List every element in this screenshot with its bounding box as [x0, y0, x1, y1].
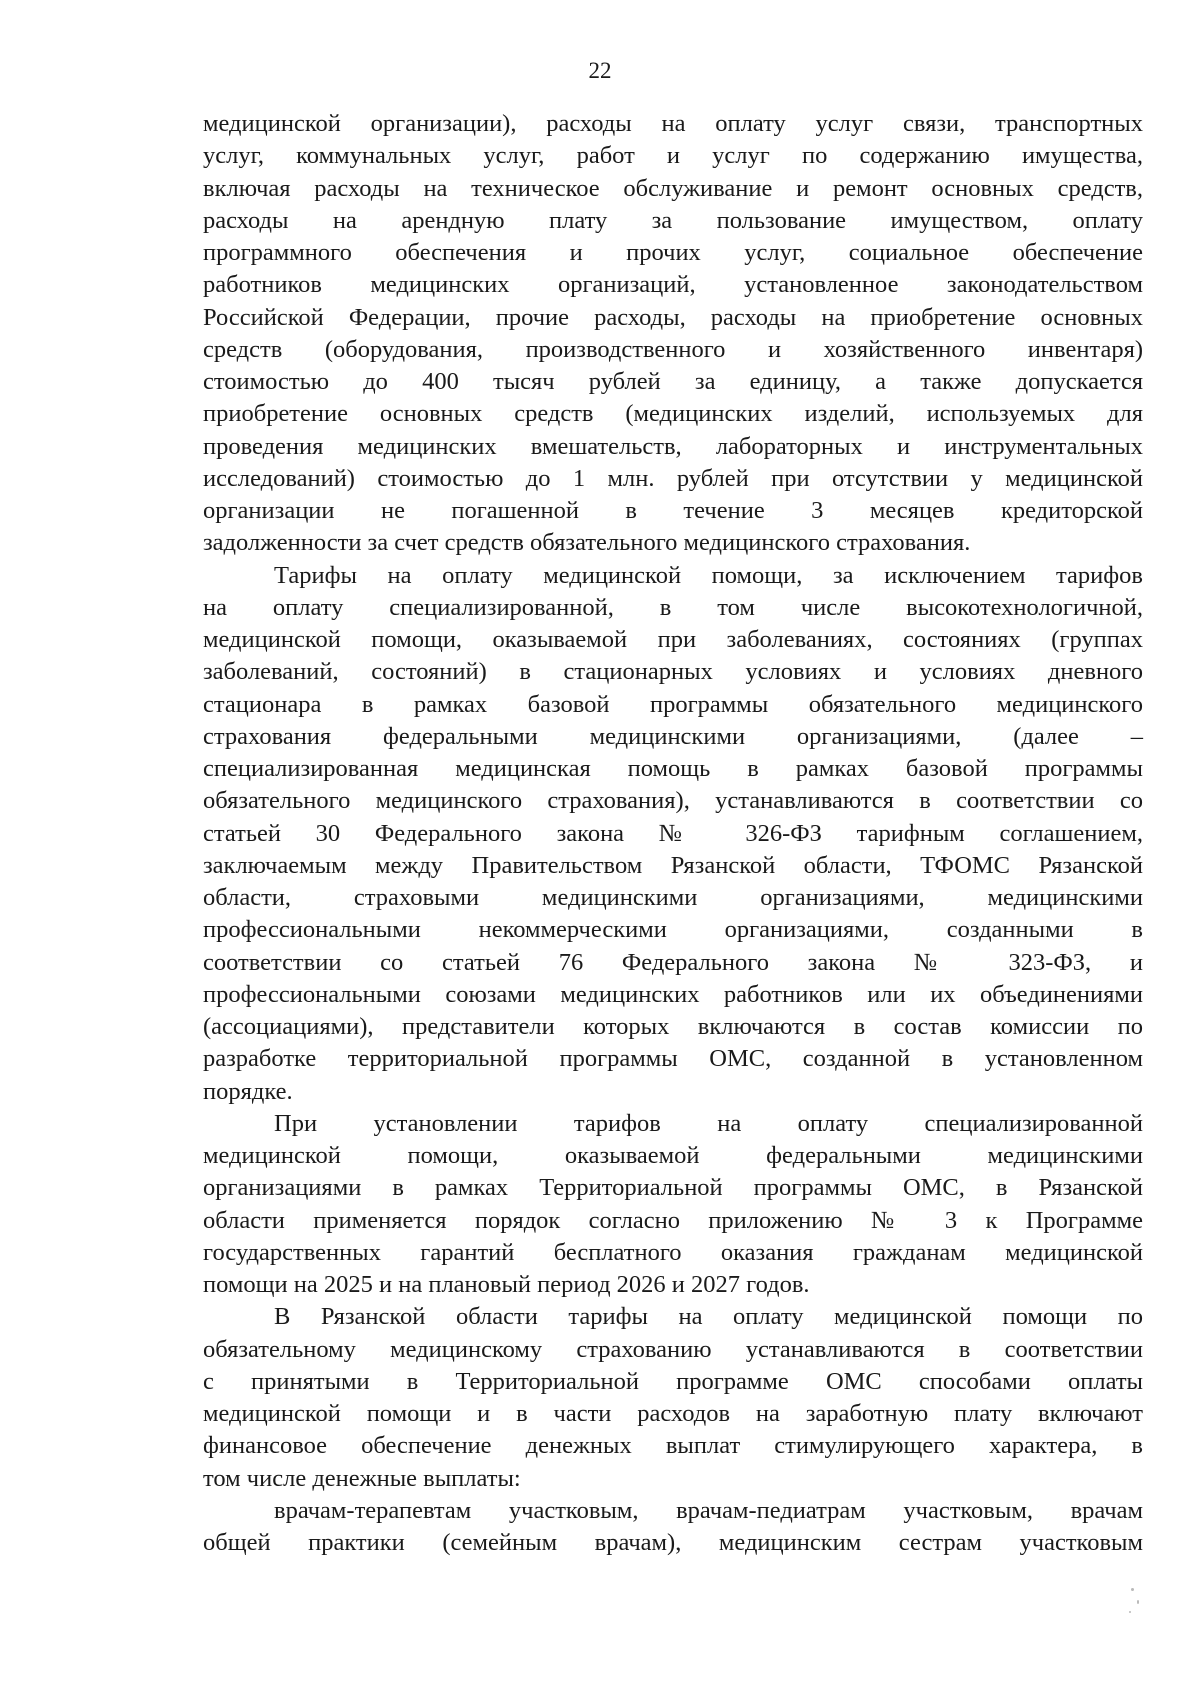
text-line: программного обеспечения и прочих услуг, социальное обеспечение	[203, 239, 1143, 266]
text-line: статьей 30 Федерального закона № 326-ФЗ тарифным соглашением,	[203, 819, 1143, 847]
text-line: работников медицинских организаций, установленное законодательством	[203, 271, 1143, 299]
text-line: соответствии со статьей 76 Федерального закона № 323-ФЗ, и	[203, 948, 1143, 976]
text-line: области применяется порядок согласно приложению № 3 к Программе	[203, 1206, 1143, 1234]
text-line: на оплату специализированной, в том числе высокотехнологичной,	[203, 593, 1143, 621]
text-line: стационара в рамках базовой программы обязательного медицинского	[203, 690, 1143, 718]
text-line: медицинской помощи и в части расходов на заработную плату включают	[203, 1400, 1143, 1427]
paragraph	[203, 1108, 1143, 1302]
text-line: При установлении тарифов на оплату специализированной	[274, 1109, 1143, 1137]
paragraph	[203, 1495, 1143, 1560]
text-line: медицинской организации), расходы на оплату услуг связи, транспортных	[203, 110, 1143, 137]
text-line: средств (оборудования, производственного и хозяйственного инвентаря)	[203, 335, 1143, 363]
text-line: области, страховыми медицинскими организациями, медицинскими	[203, 884, 1143, 911]
text-line: обязательного медицинского страхования), устанавливаются в соответствии со	[203, 787, 1143, 815]
text-line: расходы на арендную плату за пользование имуществом, оплату	[203, 206, 1143, 234]
text-line: профессиональными союзами медицинских работников или их объединениями	[203, 980, 1143, 1008]
text-line: стоимостью до 400 тысяч рублей за единицу, а также допускается	[203, 368, 1143, 395]
text-line: Тарифы на оплату медицинской помощи, за исключением тарифов	[274, 561, 1143, 589]
text-line: услуг, коммунальных услуг, работ и услуг по содержанию имущества,	[203, 142, 1143, 170]
paragraph	[203, 108, 1143, 560]
text-line: общей практики (семейным врачам), медицинским сестрам участковым	[203, 1529, 1143, 1556]
text-line: заключаемым между Правительством Рязанской области, ТФОМС Рязанской	[203, 851, 1143, 879]
text-line: врачам-терапевтам участковым, врачам-педиатрам участковым, врачам	[274, 1496, 1143, 1524]
text-line: разработке территориальной программы ОМС, созданной в установленном	[203, 1045, 1143, 1073]
text-line: заболеваний, состояний) в стационарных условиях и условиях дневного	[203, 658, 1143, 686]
text-line: медицинской помощи, оказываемой федеральными медицинскими	[203, 1142, 1143, 1169]
text-line: порядке.	[203, 1077, 293, 1105]
scan-artifact	[1137, 1600, 1139, 1604]
text-line: приобретение основных средств (медицинских изделий, используемых для	[203, 400, 1143, 428]
text-line: государственных гарантий бесплатного оказания гражданам медицинской	[203, 1238, 1143, 1266]
text-line: профессиональными некоммерческими организациями, созданными в	[203, 916, 1143, 944]
text-line: исследований) стоимостью до 1 млн. рублей при отсутствии у медицинской	[203, 464, 1143, 492]
text-line: В Рязанской области тарифы на оплату медицинской помощи по	[274, 1303, 1143, 1331]
text-line: помощи на 2025 и на плановый период 2026 и 2027 годов.	[203, 1271, 810, 1298]
text-line: проведения медицинских вмешательств, лабораторных и инструментальных	[203, 432, 1143, 460]
paragraph	[203, 1301, 1143, 1495]
paragraph	[203, 560, 1143, 1108]
text-line: обязательному медицинскому страхованию устанавливаются в соответствии	[203, 1335, 1143, 1363]
text-line: (ассоциациями), представители которых включаются в состав комиссии по	[203, 1013, 1143, 1040]
text-line: организации не погашенной в течение 3 месяцев кредиторской	[203, 497, 1143, 524]
document-body	[203, 108, 1143, 1559]
text-line: задолженности за счет средств обязательного медицинского страхования.	[203, 529, 971, 557]
scan-artifact	[1129, 1611, 1131, 1613]
page-number: 22	[588, 58, 612, 83]
text-line: медицинской помощи, оказываемой при заболеваниях, состояниях (группах	[203, 626, 1143, 653]
text-line: Российской Федерации, прочие расходы, расходы на приобретение основных	[203, 303, 1143, 331]
text-line: финансовое обеспечение денежных выплат стимулирующего характера, в	[203, 1432, 1143, 1460]
text-line: включая расходы на техническое обслуживание и ремонт основных средств,	[203, 174, 1143, 202]
text-line: организациями в рамках Территориальной программы ОМС, в Рязанской	[203, 1174, 1143, 1202]
text-line: с принятыми в Территориальной программе ОМС способами оплаты	[203, 1367, 1143, 1395]
text-line: специализированная медицинская помощь в рамках базовой программы	[203, 755, 1143, 782]
scan-artifact	[1131, 1588, 1134, 1591]
text-line: страхования федеральными медицинскими организациями, (далее –	[203, 722, 1143, 750]
text-line: том числе денежные выплаты:	[203, 1464, 521, 1492]
